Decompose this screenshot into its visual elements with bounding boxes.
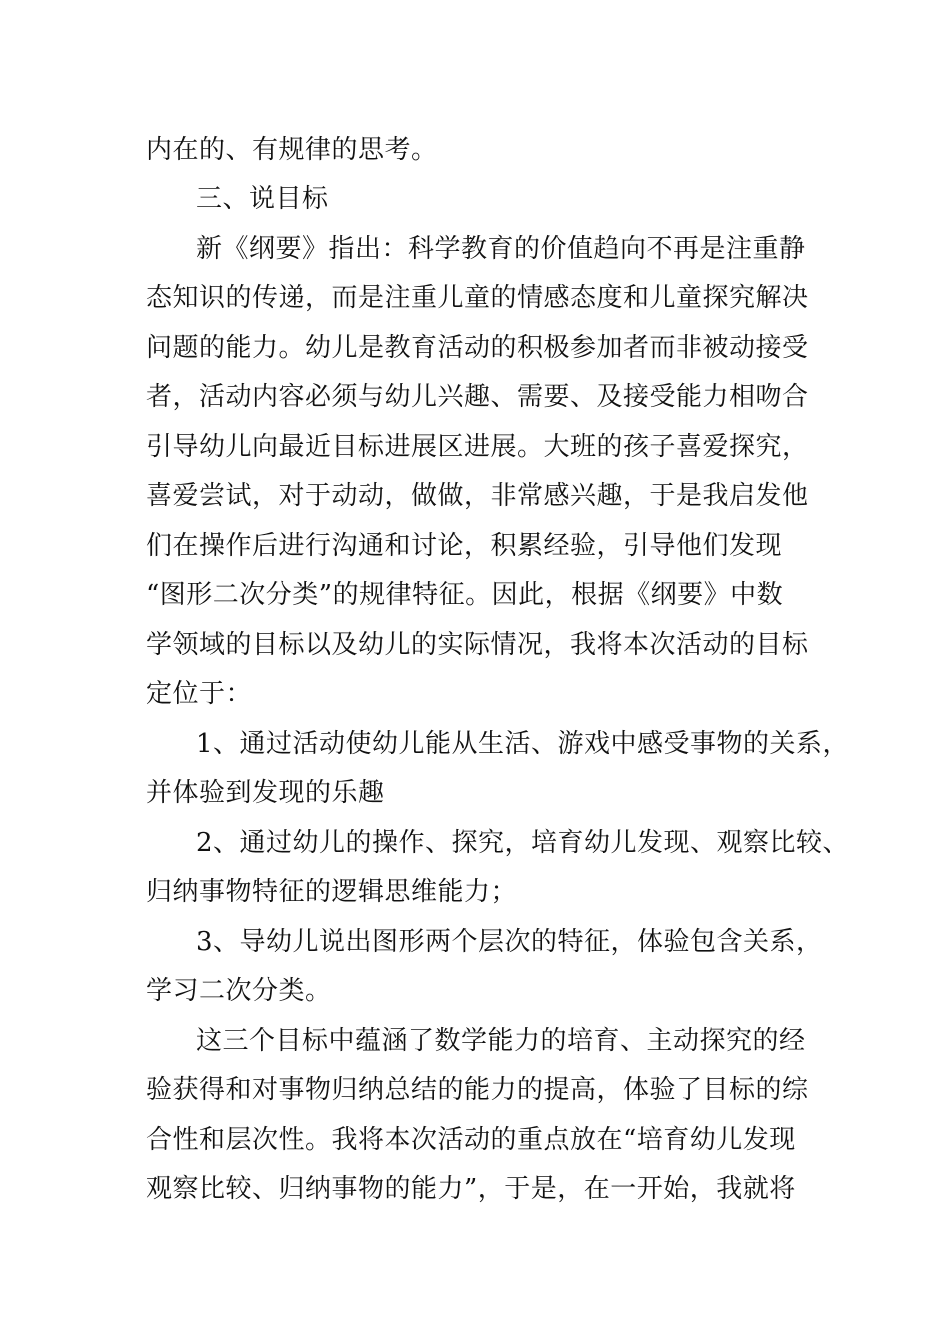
- section-heading: 三、说目标: [196, 184, 329, 214]
- text-line: 观察比较、归纳事物的能力”，于是，在一开始，我就将: [146, 1174, 796, 1204]
- text-line: 新《纲要》指出：科学教育的价值趋向不再是注重静: [196, 234, 806, 264]
- text-line: 态知识的传递，而是注重儿童的情感态度和儿童探究解决: [146, 283, 809, 313]
- text-line: 验获得和对事物归纳总结的能力的提高，体验了目标的综: [146, 1075, 809, 1105]
- text-line: 这三个目标中蕴涵了数学能力的培育、主动探究的经: [196, 1026, 806, 1056]
- text-line: 问题的能力。幼儿是教育活动的积极参加者而非被动接受: [146, 333, 809, 363]
- text-line: 归纳事物特征的逻辑思维能力；: [146, 877, 518, 907]
- text-line: 学习二次分类。: [146, 976, 332, 1006]
- text-line: 学领域的目标以及幼儿的实际情况，我将本次活动的目标: [146, 630, 809, 660]
- text-line: “图形二次分类”的规律特征。因此，根据《纲要》中数: [146, 580, 784, 610]
- text-line: 定位于：: [146, 679, 253, 709]
- text-line: 并体验到发现的乐趣: [146, 778, 385, 808]
- text-line: 合性和层次性。我将本次活动的重点放在“培育幼儿发现: [146, 1125, 796, 1155]
- text-line: 喜爱尝试，对于动动，做做，非常感兴趣，于是我启发他: [146, 481, 809, 511]
- list-item-1: 1、通过活动使幼儿能从生活、游戏中感受事物的关系，: [196, 729, 850, 759]
- text-line: 内在的、有规律的思考。: [146, 135, 438, 165]
- text-line: 引导幼儿向最近目标进展区进展。大班的孩子喜爱探究，: [146, 432, 809, 462]
- list-item-2: 2、通过幼儿的操作、探究，培育幼儿发现、观察比较、: [196, 828, 850, 858]
- text-line: 者，活动内容必须与幼儿兴趣、需要、及接受能力相吻合: [146, 382, 809, 412]
- list-item-3: 3、导幼儿说出图形两个层次的特征，体验包含关系，: [196, 927, 823, 957]
- text-line: 们在操作后进行沟通和讨论，积累经验，引导他们发现: [146, 531, 783, 561]
